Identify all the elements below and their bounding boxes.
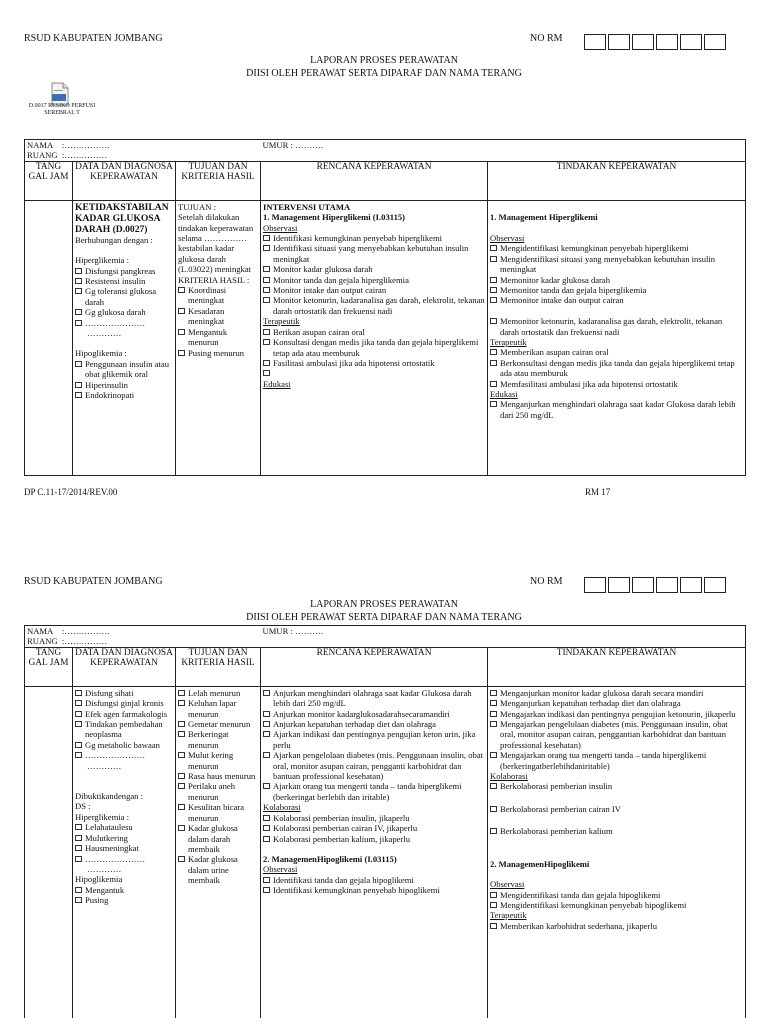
tindakan-management: 1. Management Hiperglikemi: [490, 212, 598, 223]
hospital-name: RSUD KABUPATEN JOMBANG: [24, 576, 163, 587]
list-item[interactable]: Disfungsi ginjal kronis: [75, 698, 173, 708]
col-header-data: DATA DAN DIAGNOSA KEPERAWATAN: [73, 647, 176, 686]
list-item[interactable]: Identifikasi situasi yang menyebabkan kebutuhan insulin meningkat: [263, 243, 485, 264]
checkbox-icon[interactable]: [75, 856, 82, 862]
list-item[interactable]: Kadar glukosa dalam urine membaik: [178, 854, 258, 885]
dots-line: …………: [87, 863, 122, 874]
dots-line: …………: [87, 328, 122, 339]
checkbox-icon[interactable]: [263, 711, 270, 717]
list-item[interactable]: Anjurkan menghindari olahraga saat kadar Glukosa darah lebih dari 250 mg/dL: [263, 688, 485, 709]
checkbox-icon[interactable]: [490, 923, 497, 929]
checkbox-icon[interactable]: [490, 828, 497, 834]
list-item[interactable]: Pusing menurun: [178, 348, 258, 358]
terapeutik-heading: Terapeutik: [490, 337, 527, 348]
checkbox-icon[interactable]: [75, 382, 82, 388]
dots-line: …………: [87, 760, 122, 771]
kriteria-label: KRITERIA HASIL :: [178, 274, 250, 285]
no-rm-boxes[interactable]: [582, 577, 726, 593]
umur-cell[interactable]: [261, 626, 746, 648]
checkbox-icon[interactable]: [490, 381, 497, 387]
checkbox-icon[interactable]: [490, 245, 497, 251]
tindakan-cell: [488, 686, 746, 1018]
no-rm-box[interactable]: [608, 577, 630, 593]
checkbox-icon[interactable]: [178, 825, 185, 831]
list-item[interactable]: Anjurkan kepatuhan terhadap diet dan olahraga: [263, 719, 485, 729]
no-rm-label: NO RM: [530, 576, 563, 587]
list-item[interactable]: Hausmeningkat: [75, 843, 173, 853]
terapeutik-heading: Terapeutik: [490, 910, 527, 921]
umur-label: UMUR : ……….: [262, 626, 323, 636]
list-item[interactable]: Identifikasi kemungkinan penyebab hiperglikemi: [263, 233, 485, 243]
kriteria-cell: [176, 686, 261, 1018]
checkbox-icon[interactable]: [490, 783, 497, 789]
checkbox-icon[interactable]: [490, 401, 497, 407]
nama-value[interactable]: :…………….: [61, 140, 110, 150]
report-title: LAPORAN PROSES PERAWATAN: [310, 55, 458, 66]
no-rm-box[interactable]: [656, 577, 678, 593]
checkbox-icon[interactable]: [75, 752, 82, 758]
no-rm-box[interactable]: [656, 34, 678, 50]
list-item[interactable]: Mengidentifikasi kemungkinan penyebab hipoglikemi: [490, 900, 743, 910]
checkbox-icon[interactable]: [263, 245, 270, 251]
no-rm-boxes[interactable]: [582, 34, 726, 50]
report-subtitle: DIISI OLEH PERAWAT SERTA DIPARAF DAN NAMA TERANG: [246, 612, 522, 623]
checkbox-icon[interactable]: [178, 308, 185, 314]
tindakan-management-2: 2. ManagemenHipoglikemi: [490, 858, 590, 869]
checkbox-icon[interactable]: [178, 329, 185, 335]
checkbox-icon[interactable]: [75, 268, 82, 274]
intervensi-management: 1. Management Hiperglikemi (I.03115): [263, 212, 406, 223]
checkbox-icon[interactable]: [75, 845, 82, 851]
list-item[interactable]: Kesulitan bicara menurun: [178, 802, 258, 823]
checkbox-icon[interactable]: [178, 287, 185, 293]
col-header-tanggal: TANG GAL JAM: [25, 647, 73, 686]
list-item[interactable]: Berkeringat menurun: [178, 729, 258, 750]
list-item[interactable]: Menganjurkan menghindari olahraga saat kadar Glukosa darah lebih dari 250 mg/dL: [490, 399, 743, 420]
checkbox-icon[interactable]: [178, 783, 185, 789]
file-icon-caption: D.0017 RESIKO PERFUSI SEREBRAL T: [28, 103, 96, 116]
list-item[interactable]: Gg glukosa darah: [75, 307, 173, 317]
observasi-heading: Observasi: [263, 864, 298, 875]
checkbox-icon[interactable]: [263, 690, 270, 696]
checkbox-icon[interactable]: [490, 287, 497, 293]
list-item[interactable]: Mengajarkan indikasi dan pentingnya pengujian ketonurin, jikaperlu: [490, 709, 743, 719]
no-rm-box[interactable]: [584, 34, 606, 50]
list-item[interactable]: Memberikan asupan cairan oral: [490, 347, 743, 357]
col-header-tanggal: TANG GAL JAM: [25, 161, 73, 200]
no-rm-box[interactable]: [608, 34, 630, 50]
hiperglikemia-label: Hiperglikemia :: [75, 811, 130, 822]
no-rm-label: NO RM: [530, 33, 563, 44]
observasi-heading: Observasi: [490, 233, 525, 243]
list-item[interactable]: Gg metabolic bawaan: [75, 740, 173, 750]
tanggal-cell[interactable]: [25, 686, 73, 1018]
col-header-tujuan: TUJUAN DAN KRITERIA HASIL: [176, 647, 261, 686]
hiperglikemia-label: Hiperglikemia :: [75, 255, 130, 266]
list-item[interactable]: Mulut kering menurun: [178, 750, 258, 771]
checkbox-icon[interactable]: [490, 690, 497, 696]
checkbox-icon[interactable]: [263, 721, 270, 727]
list-item[interactable]: Menganjurkan monitor kadar glukosa darah secara mandiri: [490, 688, 743, 698]
col-header-rencana: RENCANA KEPERAWATAN: [261, 647, 488, 686]
list-item[interactable]: Resistensi insulin: [75, 276, 173, 286]
no-rm-box[interactable]: [680, 577, 702, 593]
list-item[interactable]: Fasilitasi ambulasi jika ada hipotensi ortostatik: [263, 358, 485, 368]
checkbox-icon[interactable]: [178, 752, 185, 758]
col-header-tindakan: TINDAKAN KEPERAWATAN: [488, 161, 746, 200]
list-item[interactable]: …………………: [75, 318, 173, 328]
no-rm-box[interactable]: [632, 34, 654, 50]
checkbox-icon[interactable]: [490, 256, 497, 262]
list-item[interactable]: Mengidentifikasi kemungkinan penyebab hiperglikemi: [490, 243, 743, 253]
nursing-process-table: [24, 625, 746, 1018]
list-item[interactable]: Mengidentifikasi situasi yang menyebabkan kebutuhan insulin meningkat: [490, 254, 743, 275]
patient-identity-cell: [25, 626, 261, 648]
observasi-heading: Observasi: [490, 879, 525, 890]
checkbox-icon[interactable]: [263, 266, 270, 272]
footer-rm-code: RM 17: [585, 487, 611, 497]
checkbox-icon[interactable]: [263, 339, 270, 345]
list-item[interactable]: Mengajarkan orang tua mengerti tanda – tanda hiperglikemi (berkeringatberlebihdaniritable): [490, 750, 743, 771]
list-item[interactable]: Ajarkan indikasi dan pentingnya pengujian keton urin, jika perlu: [263, 729, 485, 750]
diagnosa-title: KETIDAKSTABILAN KADAR GLUKOSA DARAH (D.0027): [75, 201, 169, 235]
checkbox-icon[interactable]: [75, 309, 82, 315]
col-header-data: DATA DAN DIAGNOSA KEPERAWATAN: [73, 161, 176, 200]
checkbox-icon[interactable]: [263, 877, 270, 883]
checkbox-icon[interactable]: [75, 824, 82, 830]
checkbox-icon[interactable]: [263, 287, 270, 293]
list-item[interactable]: Ajarkan orang tua mengerti tanda – tanda hiperglikemi (berkeringat berlebih dan iritable): [263, 781, 485, 802]
no-rm-box[interactable]: [584, 577, 606, 593]
list-item[interactable]: Gemetar menurun: [178, 719, 258, 729]
tindakan-cell: [488, 200, 746, 475]
no-rm-box[interactable]: [632, 577, 654, 593]
list-item[interactable]: Memonitor ketonurin, kadaranalisa gas darah, elektrolit, tekanan darah ortostatik dan frekuensi nadi: [490, 316, 743, 337]
ruang-label: RUANG: [27, 150, 58, 161]
list-item[interactable]: Monitor kadar glukosa darah: [263, 264, 485, 274]
terapeutik-heading: Terapeutik: [263, 316, 300, 327]
list-item[interactable]: Berkolaborasi pemberian kalium: [490, 826, 743, 836]
footer-doc-code: DP C.11-17/2014/REV.00: [24, 487, 118, 497]
list-item[interactable]: Mengajarkan pengelolaan diabetes (mis. Penggunaan insulin, obat oral, monitor asupan cairan, penggantian karbohidrat dan bantuan professional kesehatan): [490, 719, 743, 750]
report-subtitle: DIISI OLEH PERAWAT SERTA DIPARAF DAN NAMA TERANG: [246, 68, 522, 79]
rencana-management-2: 2. ManagemenHipoglikemi (I.03115): [263, 853, 397, 864]
checkbox-icon[interactable]: [490, 902, 497, 908]
checkbox-icon[interactable]: [490, 277, 497, 283]
list-item[interactable]: Monitor intake dan output cairan: [263, 285, 485, 295]
list-item[interactable]: Mengantuk: [75, 885, 173, 895]
checkbox-icon[interactable]: [75, 700, 82, 706]
hospital-name: RSUD KABUPATEN JOMBANG: [24, 33, 163, 44]
list-item[interactable]: Kesadaran meningkat: [178, 306, 258, 327]
checkbox-icon[interactable]: [490, 318, 497, 324]
list-item[interactable]: Kolaborasi pemberian insulin, jikaperlu: [263, 813, 485, 823]
checkbox-icon[interactable]: [490, 806, 497, 812]
list-item[interactable]: Ajarkan pengelolaan diabetes (mis. Penggunaan insulin, obat oral, monitor asupan cairan, pengganti karbohidrat dan bantuan professional kesehatan): [263, 750, 485, 781]
ruang-value[interactable]: :……………: [61, 150, 108, 161]
intervensi-title: INTERVENSI UTAMA: [263, 201, 351, 212]
checkbox-icon[interactable]: [490, 297, 497, 303]
checkbox-icon[interactable]: [75, 361, 82, 367]
list-item[interactable]: Mengantuk menurun: [178, 327, 258, 348]
checkbox-icon[interactable]: [263, 329, 270, 335]
checkbox-icon[interactable]: [178, 700, 185, 706]
checkbox-icon[interactable]: [490, 721, 497, 727]
col-header-tindakan: TINDAKAN KEPERAWATAN: [488, 647, 746, 686]
list-item[interactable]: Memfasilitasi ambulasi jika ada hipotensi ortostatik: [490, 379, 743, 389]
tujuan-label: TUJUAN :: [178, 201, 216, 212]
list-item[interactable]: Anjurkan monitor kadarglukosadarahsecaramandiri: [263, 709, 485, 719]
list-item[interactable]: Tindakan pembedahan neoplasma: [75, 719, 173, 740]
checkbox-icon[interactable]: [263, 297, 270, 303]
diagnosa-cell: [73, 200, 176, 475]
list-item[interactable]: Kolaborasi pemberian kalium, jikaperlu: [263, 834, 485, 844]
checkbox-icon[interactable]: [263, 277, 270, 283]
nama-label: NAMA: [27, 626, 54, 636]
list-item[interactable]: Monitor ketonurin, kadaranalisa gas darah, elektrolit, tekanan darah ortostatik dan frekuensi nadi: [263, 295, 485, 316]
list-item[interactable]: Penggunaan insulin atau obat glikemik oral: [75, 359, 173, 380]
list-item[interactable]: Pusing: [75, 895, 173, 905]
checkbox-icon[interactable]: [178, 856, 185, 862]
list-item[interactable]: Koordinasi meningkat: [178, 285, 258, 306]
list-item[interactable]: Efek agen farmakologis: [75, 709, 173, 719]
list-item[interactable]: Mulutkering: [75, 833, 173, 843]
list-item[interactable]: Hiperinsulin: [75, 380, 173, 390]
checkbox-icon[interactable]: [490, 711, 497, 717]
tujuan-text: Setelah dilakukan tindakan keperawatan selama …………… kestabilan kadar glukosa darah (L.03022) meningkat: [178, 212, 254, 275]
list-item[interactable]: Identifikasi tanda dan gejala hipoglikemi: [263, 875, 485, 885]
no-rm-box[interactable]: [680, 34, 702, 50]
list-item[interactable]: Kadar glukosa dalam darah membaik: [178, 823, 258, 854]
checkbox-icon[interactable]: [263, 783, 270, 789]
list-item[interactable]: Memberikan karbohidrat sederhana, jikaperlu: [490, 921, 743, 931]
list-item[interactable]: Memonitor intake dan output cairan: [490, 295, 743, 305]
list-item[interactable]: [263, 368, 485, 378]
checkbox-icon[interactable]: [263, 235, 270, 241]
edukasi-heading: Edukasi: [263, 378, 291, 389]
col-header-tujuan: TUJUAN DAN KRITERIA HASIL: [176, 161, 261, 200]
observasi-heading: Observasi: [263, 222, 298, 233]
checkbox-icon[interactable]: [178, 721, 185, 727]
list-item[interactable]: Identifikasi kemungkinan penyebab hipoglikemi: [263, 885, 485, 895]
hipoglikemia-label: Hipoglikemia: [75, 874, 123, 885]
list-item[interactable]: Disfungsi pangkreas: [75, 266, 173, 276]
no-rm-box[interactable]: [704, 34, 726, 50]
nursing-process-table: [24, 139, 746, 476]
checkbox-icon[interactable]: [178, 773, 185, 779]
tanggal-cell[interactable]: [25, 200, 73, 475]
report-title: LAPORAN PROSES PERAWATAN: [310, 599, 458, 610]
kolaborasi-heading: Kolaborasi: [263, 802, 301, 813]
list-item[interactable]: Monitor tanda dan gejala hiperglikemia: [263, 275, 485, 285]
checkbox-icon[interactable]: [75, 690, 82, 696]
checkbox-icon[interactable]: [75, 288, 82, 294]
umur-label: UMUR : ……….: [262, 140, 323, 150]
checkbox-icon[interactable]: [75, 711, 82, 717]
list-item[interactable]: Berikan asupan cairan oral: [263, 327, 485, 337]
checkbox-icon[interactable]: [490, 892, 497, 898]
list-item[interactable]: …………………: [75, 854, 173, 864]
checkbox-icon[interactable]: [263, 370, 270, 376]
umur-cell[interactable]: [261, 140, 746, 162]
checkbox-icon[interactable]: [490, 752, 497, 758]
ruang-label: RUANG: [27, 636, 58, 647]
checkbox-icon[interactable]: [75, 835, 82, 841]
checkbox-icon[interactable]: [178, 804, 185, 810]
list-item[interactable]: Gg toleransi glukosa darah: [75, 286, 173, 307]
col-header-rencana: RENCANA KEPERAWATAN: [261, 161, 488, 200]
checkbox-icon[interactable]: [75, 742, 82, 748]
nama-value[interactable]: :…………….: [61, 626, 110, 636]
checkbox-icon[interactable]: [75, 897, 82, 903]
list-item[interactable]: Lelah menurun: [178, 688, 258, 698]
list-item[interactable]: Kolaborasi pemberian cairan IV, jikaperlu: [263, 823, 485, 833]
checkbox-icon[interactable]: [75, 721, 82, 727]
checkbox-icon[interactable]: [490, 360, 497, 366]
list-item[interactable]: Lelahataulesu: [75, 822, 173, 832]
checkbox-icon[interactable]: [490, 349, 497, 355]
hipoglikemia-label: Hipoglikemia :: [75, 348, 127, 359]
checkbox-icon[interactable]: [178, 731, 185, 737]
checkbox-icon[interactable]: [263, 836, 270, 842]
list-item[interactable]: Rasa haus menurun: [178, 771, 258, 781]
checkbox-icon[interactable]: [263, 731, 270, 737]
list-item[interactable]: Perilaku aneh menurun: [178, 781, 258, 802]
list-item[interactable]: Keluhan lapar menurun: [178, 698, 258, 719]
ds-label: DS :: [75, 801, 91, 812]
checkbox-icon[interactable]: [263, 752, 270, 758]
list-item[interactable]: Endokrinopati: [75, 390, 173, 400]
no-rm-box[interactable]: [704, 577, 726, 593]
patient-identity-cell: [25, 140, 261, 162]
list-item[interactable]: Berkolaborasi pemberian insulin: [490, 781, 743, 791]
list-item[interactable]: Konsultasi dengan medis jika tanda dan gejala hiperglikemi tetap ada atau memburuk: [263, 337, 485, 358]
checkbox-icon[interactable]: [263, 825, 270, 831]
list-item[interactable]: Berkonsultasi dengan medis jika tanda dan gejala hiperglikemi tetap ada atau memburuk: [490, 358, 743, 379]
kolaborasi-heading: Kolaborasi: [490, 771, 528, 782]
checkbox-icon[interactable]: [178, 690, 185, 696]
ruang-value[interactable]: :……………: [61, 636, 108, 647]
list-item[interactable]: Memonitor kadar glukosa darah: [490, 275, 743, 285]
checkbox-icon[interactable]: [75, 278, 82, 284]
dibuktikan-label: Dibuktikandengan :: [75, 791, 144, 802]
checkbox-icon[interactable]: [263, 360, 270, 366]
nama-label: NAMA: [27, 140, 54, 150]
list-item[interactable]: …………………: [75, 750, 173, 760]
checkbox-icon[interactable]: [490, 700, 497, 706]
rencana-cell: [261, 200, 488, 475]
list-item[interactable]: Berkolaborasi pemberian cairan IV: [490, 804, 743, 814]
checkbox-icon[interactable]: [75, 887, 82, 893]
list-item[interactable]: Mengidentifikasi tanda dan gejala hipoglikemi: [490, 890, 743, 900]
list-item[interactable]: Menganjurkan kepatuhan terhadap diet dan olahraga: [490, 698, 743, 708]
list-item[interactable]: Disfung sihati: [75, 688, 173, 698]
checkbox-icon[interactable]: [263, 815, 270, 821]
tujuan-cell: [176, 200, 261, 475]
checkbox-icon[interactable]: [178, 350, 185, 356]
diagnosa-cell: [73, 686, 176, 1018]
edukasi-heading: Edukasi: [490, 389, 518, 400]
checkbox-icon[interactable]: [263, 887, 270, 893]
checkbox-icon[interactable]: [75, 392, 82, 398]
rencana-cell: [261, 686, 488, 1018]
list-item[interactable]: Memonitor tanda dan gejala hiperglikemia: [490, 285, 743, 295]
diagnosa-sub: Berhubungan dengan :: [75, 234, 153, 245]
checkbox-icon[interactable]: [75, 320, 82, 326]
